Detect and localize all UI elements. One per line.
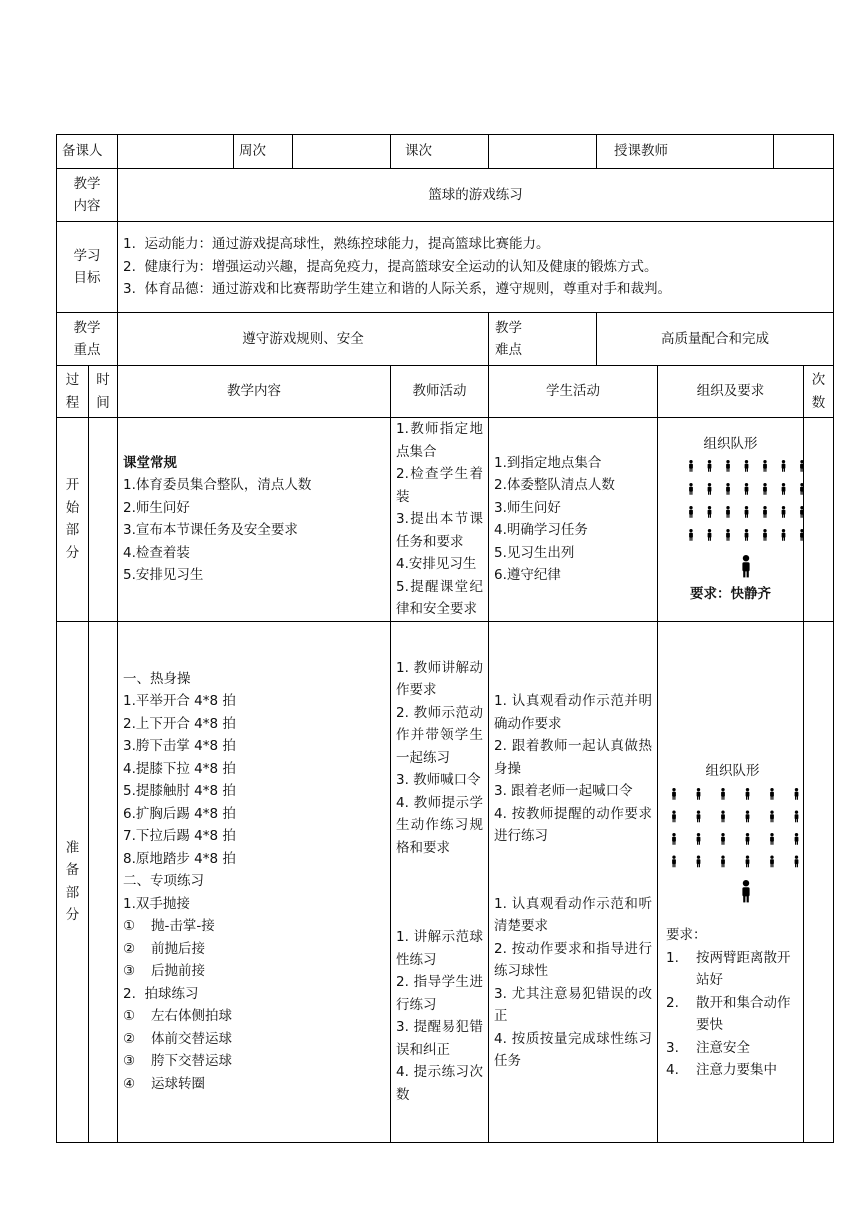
planner-label: 备课人 [57, 135, 118, 169]
student-figure [782, 483, 786, 495]
dribble-item [123, 1050, 385, 1073]
student-figure [689, 483, 693, 495]
requirement-item [666, 947, 799, 992]
col-count-line1: 次 [811, 372, 826, 388]
item-mark: ② [123, 1030, 136, 1047]
requirement-text: 要求：快静齐 [690, 586, 772, 603]
student-figure [697, 788, 701, 800]
key-point-label-line2: 重点 [73, 342, 101, 358]
warmup-item: 3.胯下击掌 4*8 拍 [123, 738, 236, 755]
content-item: 3.宣布本节课任务及安全要求 [123, 522, 298, 539]
warmup-title: 一、热身操 [123, 670, 191, 687]
lesson-plan-table [56, 134, 834, 1143]
item-text: 体前交替运球 [151, 1030, 232, 1047]
student-item: 2. 跟着教师一起认真做热身操 [494, 738, 652, 777]
student-item: 4.明确学习任务 [494, 522, 588, 539]
student-figure [708, 506, 712, 518]
student-figure [708, 529, 712, 541]
student-figure [726, 529, 730, 541]
student-figure [672, 856, 676, 868]
student-figure [721, 788, 725, 800]
prep-count-cell [804, 621, 834, 1142]
student-figure [672, 833, 676, 845]
col-count-line2: 数 [811, 394, 826, 411]
student-figure [763, 483, 767, 495]
start-student-cell [489, 418, 658, 622]
week-label: 周次 [234, 135, 293, 169]
col-student: 学生活动 [489, 366, 658, 418]
lesson-value[interactable] [489, 135, 597, 169]
column-header-row [57, 366, 834, 418]
teacher-label [597, 135, 774, 169]
student-item: 4. 按质按量完成球性练习任务 [494, 1030, 652, 1070]
teacher-item: 2. 教师示范动作并带领学生一起练习 [396, 704, 483, 766]
student-figure [770, 856, 774, 868]
spacer [666, 910, 799, 924]
warmup-item: 5.提膝触肘 4*8 拍 [123, 783, 236, 800]
start-content-cell [118, 418, 391, 622]
goal-item: 3. 体育品德：通过游戏和比赛帮助学生建立和谐的人际关系，遵守规则，尊重对手和裁判。 [123, 281, 671, 298]
dribble-item [123, 1005, 385, 1028]
content-item: 5.安排见习生 [123, 567, 204, 584]
student-item: 4. 按教师提醒的动作要求进行练习 [494, 805, 652, 845]
goals-label-line2: 目标 [73, 270, 101, 286]
week-value[interactable] [293, 135, 391, 169]
prep-student-cell [489, 621, 658, 1142]
student-figure [746, 833, 750, 845]
spacer [666, 682, 799, 760]
student-item: 1. 认真观看动作示范和听清楚要求 [494, 895, 652, 935]
item-text: 运球转圈 [151, 1075, 205, 1092]
section-label-char: 准 [65, 839, 80, 856]
teacher-value[interactable] [774, 135, 834, 169]
item-mark: ① [123, 918, 136, 935]
content-item: 2.师生问好 [123, 499, 190, 516]
item-mark: ② [123, 940, 136, 957]
student-figure [745, 483, 749, 495]
requirements-title: 要求： [666, 927, 707, 943]
teacher-figure [742, 555, 749, 577]
student-figure [721, 811, 725, 823]
goals-row [57, 222, 834, 313]
section-label-char: 部 [65, 522, 80, 539]
goals-list [118, 222, 834, 313]
student-item: 5.见习生出列 [494, 544, 575, 561]
col-time-line1: 时 [96, 372, 110, 388]
toss-item [123, 960, 385, 983]
student-figure [746, 856, 750, 868]
formation-diagram [666, 782, 804, 910]
start-organization-cell [658, 418, 804, 622]
student-item: 2.体委整队清点人数 [494, 477, 615, 494]
col-count [804, 366, 834, 418]
section-label-char: 开 [65, 477, 80, 494]
col-time-line2: 间 [96, 394, 110, 411]
col-process-line2: 程 [65, 394, 80, 411]
item-number: 4. [666, 1062, 679, 1078]
student-figure [782, 529, 786, 541]
requirement-item [666, 992, 799, 1037]
teacher-item: 4. 提示练习次数 [396, 1064, 483, 1103]
student-figure [782, 506, 786, 518]
section-label-char: 分 [65, 544, 80, 561]
toss-item [123, 915, 385, 938]
student-figure [800, 529, 803, 541]
teacher-item: 3.提出本节课任务和要求 [396, 511, 483, 550]
section-label-char: 部 [65, 884, 80, 901]
student-figure [770, 788, 774, 800]
item-number: 3. [666, 1039, 679, 1056]
teacher-item: 1. 讲解示范球性练习 [396, 929, 483, 968]
student-item: 3. 跟着老师一起喊口令 [494, 783, 633, 800]
teacher-item: 2.检查学生着装 [396, 466, 483, 505]
student-item: 3.师生问好 [494, 499, 561, 516]
spacer [396, 859, 483, 926]
warmup-item: 2.上下开合 4*8 拍 [123, 715, 236, 732]
prep-content-cell [118, 621, 391, 1142]
student-figure [763, 529, 767, 541]
student-figure [726, 506, 730, 518]
student-figure [672, 788, 676, 800]
goals-label [57, 222, 118, 313]
prep-section-row [57, 621, 834, 1142]
col-teacher: 教师活动 [391, 366, 489, 418]
requirement-item [666, 1059, 799, 1082]
header-row [57, 135, 834, 169]
section-label-char: 备 [65, 862, 80, 878]
teacher-item: 3. 教师喊口令 [396, 772, 481, 789]
student-figure [721, 856, 725, 868]
student-item: 2. 按动作要求和指导进行练习球性 [494, 940, 652, 980]
warmup-item: 7.下拉后踢 4*8 拍 [123, 828, 236, 845]
student-figure [697, 856, 701, 868]
content-label-line1: 教学 [73, 175, 101, 192]
content-row [57, 169, 834, 222]
difficulty-label-line1: 教学 [495, 319, 522, 336]
student-figure [795, 856, 799, 868]
item-mark: ① [123, 1008, 136, 1025]
student-figure [689, 460, 693, 472]
item-text: 按两臂距离散开站好 [696, 949, 791, 988]
formation-title: 组织队形 [705, 762, 760, 779]
section-label-char: 始 [65, 499, 80, 516]
teacher-item: 5.提醒课堂纪律和安全要求 [396, 578, 483, 617]
col-process [57, 366, 89, 418]
prep-organization-cell [658, 621, 804, 1142]
special-practice-title: 二、专项练习 [123, 873, 204, 890]
spacer [494, 848, 652, 893]
student-figure [708, 460, 712, 472]
prep-teacher-cell [391, 621, 489, 1142]
teacher-item: 1.教师指定地点集合 [396, 421, 483, 460]
student-figure [800, 460, 803, 472]
item-text: 后抛前接 [151, 963, 205, 980]
start-teacher-cell [391, 418, 489, 622]
requirements-list [666, 947, 799, 1082]
dribble-item [123, 1028, 385, 1051]
warmup-item: 1.平举开合 4*8 拍 [123, 693, 236, 710]
item-mark: ③ [123, 1053, 136, 1070]
student-figure [795, 788, 799, 800]
key-point-label [57, 313, 118, 366]
item-text: 胯下交替运球 [151, 1053, 232, 1070]
teacher-item: 4.安排见习生 [396, 556, 477, 572]
col-time [89, 366, 118, 418]
student-figure [708, 483, 712, 495]
item-mark: ④ [123, 1075, 136, 1092]
formation-title: 组织队形 [703, 435, 758, 452]
difficulty-label-line2: 难点 [495, 342, 522, 358]
item-text: 注意力要集中 [696, 1062, 777, 1078]
item-number: 1. [666, 949, 679, 966]
student-figure [672, 811, 676, 823]
prep-time-cell [89, 621, 118, 1142]
prep-section-label [57, 621, 89, 1142]
student-figure [697, 833, 701, 845]
student-figure [800, 506, 803, 518]
student-figure [745, 506, 749, 518]
goals-label-line1: 学习 [73, 247, 101, 264]
student-figure [782, 460, 786, 472]
student-item: 3. 尤其注意易犯错误的改正 [494, 985, 652, 1025]
student-figure [697, 811, 701, 823]
student-figure [770, 833, 774, 845]
goal-item: 1. 运动能力：通过游戏提高球性，熟练控球能力，提高篮球比赛能力。 [123, 236, 550, 253]
student-figure [721, 833, 725, 845]
routine-title: 课堂常规 [123, 454, 177, 471]
teacher-item: 3. 提醒易犯错误和纠正 [396, 1019, 483, 1058]
student-figure [746, 811, 750, 823]
item-text: 注意安全 [696, 1039, 750, 1056]
student-item: 6.遵守纪律 [494, 567, 561, 584]
teacher-item: 2. 指导学生进行练习 [396, 974, 483, 1013]
teacher-label-text: 授课教师 [614, 143, 668, 160]
student-figure [795, 811, 799, 823]
start-section-label [57, 418, 89, 622]
col-organization: 组织及要求 [658, 366, 804, 418]
requirement-item [666, 1037, 799, 1060]
content-label [57, 169, 118, 222]
col-process-line1: 过 [65, 372, 80, 388]
start-time-cell [89, 418, 118, 622]
student-figure [795, 833, 799, 845]
item-text: 抛-击掌-接 [151, 918, 215, 935]
student-figure [800, 483, 803, 495]
warmup-item: 8.原地踏步 4*8 拍 [123, 850, 236, 867]
student-figure [763, 460, 767, 472]
warmup-item: 6.扩胸后踢 4*8 拍 [123, 805, 236, 822]
student-figure [746, 788, 750, 800]
content-value: 篮球的游戏练习 [118, 169, 834, 222]
toss-item [123, 938, 385, 961]
teacher-figure [742, 880, 749, 902]
content-item: 1.体育委员集合整队，清点人数 [123, 477, 312, 494]
student-figure [763, 506, 767, 518]
student-figure [745, 529, 749, 541]
student-figure [770, 811, 774, 823]
content-item: 4.检查着装 [123, 544, 190, 561]
key-point-label-line1: 教学 [73, 319, 101, 336]
planner-value[interactable] [118, 135, 234, 169]
toss-title: 1.双手抛接 [123, 895, 190, 912]
difficulty-label [489, 313, 597, 366]
goal-item: 2. 健康行为：增强运动兴趣，提高免疫力，提高篮球安全运动的认知及健康的锻炼方式。 [123, 258, 658, 275]
item-text: 前抛后接 [151, 940, 205, 957]
dribble-item [123, 1073, 385, 1096]
student-figure [726, 460, 730, 472]
item-mark: ③ [123, 963, 136, 980]
content-label-line2: 内容 [73, 198, 101, 214]
item-text: 左右体侧拍球 [151, 1008, 232, 1025]
focus-row [57, 313, 834, 366]
warmup-item: 4.提膝下拉 4*8 拍 [123, 760, 236, 777]
lesson-label: 课次 [391, 135, 489, 169]
teacher-item: 1. 教师讲解动作要求 [396, 659, 483, 699]
student-figure [745, 460, 749, 472]
difficulty-value: 高质量配合和完成 [597, 313, 834, 366]
section-label-char: 分 [65, 907, 80, 923]
dribble-title: 2. 拍球练习 [123, 985, 199, 1002]
student-figure [689, 506, 693, 518]
formation-diagram [658, 455, 804, 583]
start-count-cell [804, 418, 834, 622]
col-content: 教学内容 [118, 366, 391, 418]
key-point-value: 遵守游戏规则、安全 [118, 313, 489, 366]
item-text: 散开和集合动作要快 [696, 994, 791, 1033]
start-section-row [57, 418, 834, 622]
student-item: 1. 认真观看动作示范并明确动作要求 [494, 693, 652, 732]
student-item: 1.到指定地点集合 [494, 454, 602, 471]
student-figure [689, 529, 693, 541]
item-number: 2. [666, 994, 679, 1011]
student-figure [726, 483, 730, 495]
teacher-item: 4. 教师提示学生动作练习规格和要求 [396, 794, 483, 856]
